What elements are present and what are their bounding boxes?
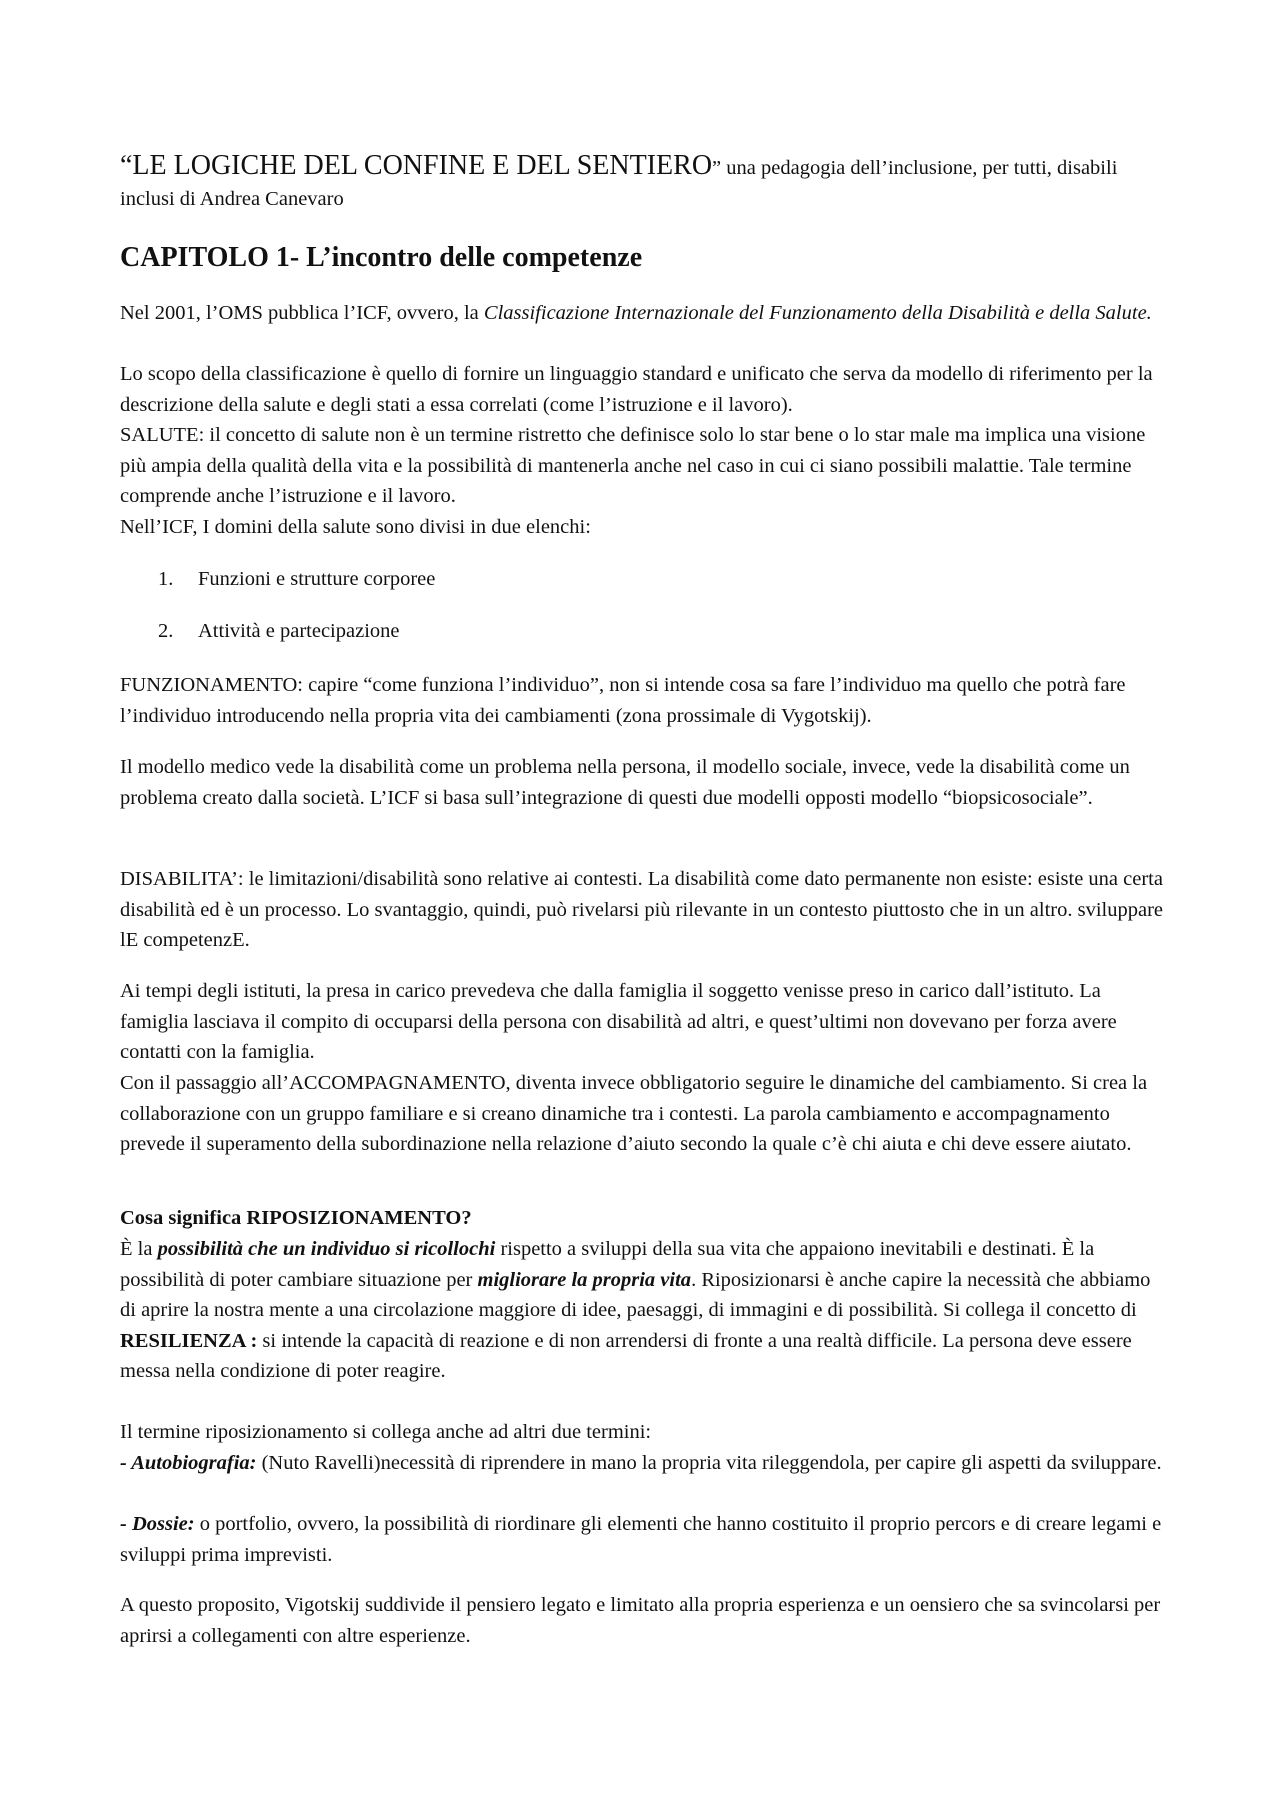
paragraph-vigotskij: A questo proposito, Vigotskij suddivide il pensiero legato e limitato alla propria esperienza e un oensiero che sa svincolarsi per aprirsi a collegamenti con altre esperienze. xyxy=(120,1594,1161,1647)
autobiografia-text: (Nuto Ravelli)necessità di riprendere in mano la propria vita rileggendola, per capire gli aspetti da sviluppare. xyxy=(256,1452,1162,1474)
dossie-text: o portfolio, ovvero, la possibilità di riordinare gli elementi che hanno costituito il proprio percors e di creare legami e sviluppi prima imprevisti. xyxy=(120,1513,1162,1566)
paragraph-domini: Nell’ICF, I domini della salute sono divisi in due elenchi: xyxy=(120,516,591,538)
list-text: Funzioni e strutture corporee xyxy=(198,568,436,590)
ripos-s1: È la xyxy=(120,1238,158,1260)
list-text: Attività e partecipazione xyxy=(198,620,400,642)
paragraph-scope: Lo scopo della classificazione è quello di fornire un linguaggio standard e unificato che serva da modello di riferimento per la descrizione della salute e degli stati a essa correlati (come l’istruzione e il lavoro). xyxy=(120,363,1153,416)
icf-full-name: Classificazione Internazionale del Funzionamento della Disabilità e della Salute. xyxy=(483,302,1152,324)
ripos-s4: si intende la capacità di reazione e di non arrendersi di fronte a una realtà difficile. La persona deve essere messa nella condizione di poter reagire. xyxy=(120,1329,1132,1382)
paragraph-autobiografia xyxy=(120,1448,1165,1479)
paragraph-termini-intro: Il termine riposizionamento si collega anche ad altri due termini: xyxy=(120,1421,652,1443)
title-quote-close: ” xyxy=(712,157,722,179)
ripos-s2: rispetto a sviluppi della sua vita che appaiono inevitabili e destinati. È la possibilità di poter cambiare situazione per xyxy=(120,1238,1095,1291)
paragraph-funzionamento: FUNZIONAMENTO: capire “come funziona l’individuo”, non si intende cosa sa fare l’individuo ma quello che potrà fare l’individuo introducendo nella propria vita dei cambiamenti (zona prossimale di Vygotskij). xyxy=(120,674,1126,727)
paragraph-istituti: Ai tempi degli istituti, la presa in carico prevedeva che dalla famiglia il soggetto venisse preso in carico dall’istituto. La famiglia lasciava il compito di occuparsi della persona con disabilità ad altri, e quest’ultimi non dovevano per forza avere contatti con la famiglia. xyxy=(120,980,1117,1063)
list-item xyxy=(158,616,400,647)
list-number: 2. xyxy=(158,620,174,642)
riposizionamento-heading: Cosa significa RIPOSIZIONAMENTO? xyxy=(120,1207,472,1229)
paragraph-salute: SALUTE: il concetto di salute non è un termine ristretto che definisce solo lo star bene o lo star male ma implica una visione più ampia della qualità della vita e la possibilità di mantenerla anche nel caso in cui ci siano possibili malattie. Tale termine comprende anche l’istruzione e il lavoro. xyxy=(120,424,1146,507)
paragraph-modello: Il modello medico vede la disabilità come un problema nella persona, il modello sociale, invece, vede la disabilità come un problema creato dalla società. L’ICF si basa sull’integrazione di questi due modelli opposti modello “biopsicosociale”. xyxy=(120,756,1130,809)
icf-intro-lead: Nel 2001, l’OMS pubblica l’ICF, ovvero, la xyxy=(120,302,484,324)
paragraph-dossie xyxy=(120,1509,1165,1570)
title-subtitle: una pedagogia dell’inclusione, per tutti, disabili inclusi di Andrea Canevaro xyxy=(120,157,1118,210)
paragraph-disabilita: DISABILITA’: le limitazioni/disabilità sono relative ai contesti. La disabilità come dato permanente non esiste: esiste una certa disabilità ed è un processo. Lo svantaggio, quindi, può rivelarsi più rilevante in un contesto piuttosto che in un altro. sviluppare lE competenzE. xyxy=(120,868,1164,951)
ripos-s3: . Riposizionarsi è anche capire la necessità che abbiamo di aprire la nostra mente a una circolazione maggiore di idee, paesaggi, di immagini e di possibilità. Si collega il concetto di xyxy=(120,1268,1151,1321)
document-title xyxy=(120,150,1165,215)
ripos-emphasis-2: migliorare la propria vita xyxy=(477,1268,692,1291)
paragraph-riposizionamento xyxy=(120,1234,1165,1387)
ripos-emphasis-1: possibilità che un individuo si ricollochi xyxy=(157,1238,496,1260)
autobiografia-label: - Autobiografia: xyxy=(120,1452,257,1474)
list-number: 1. xyxy=(158,568,174,590)
chapter-heading: CAPITOLO 1- L’incontro delle competenze xyxy=(120,242,643,273)
resilienza-term: RESILIENZA : xyxy=(120,1329,258,1352)
list-item xyxy=(158,564,435,595)
dossie-label: - Dossie: xyxy=(120,1513,195,1535)
paragraph-accompagnamento: Con il passaggio all’ACCOMPAGNAMENTO, diventa invece obbligatorio seguire le dinamiche del cambiamento. Si crea la collaborazione con un gruppo familiare e si creano dinamiche tra i contesti. La parola cambiamento e accompagnamento prevede il superamento della subordinazione nella relazione d’aiuto secondo la quale c’è chi aiuta e chi deve essere aiutato. xyxy=(120,1072,1148,1155)
paragraph-icf-intro xyxy=(120,298,1165,329)
title-main: “LE LOGICHE DEL CONFINE E DEL SENTIERO xyxy=(120,150,713,181)
